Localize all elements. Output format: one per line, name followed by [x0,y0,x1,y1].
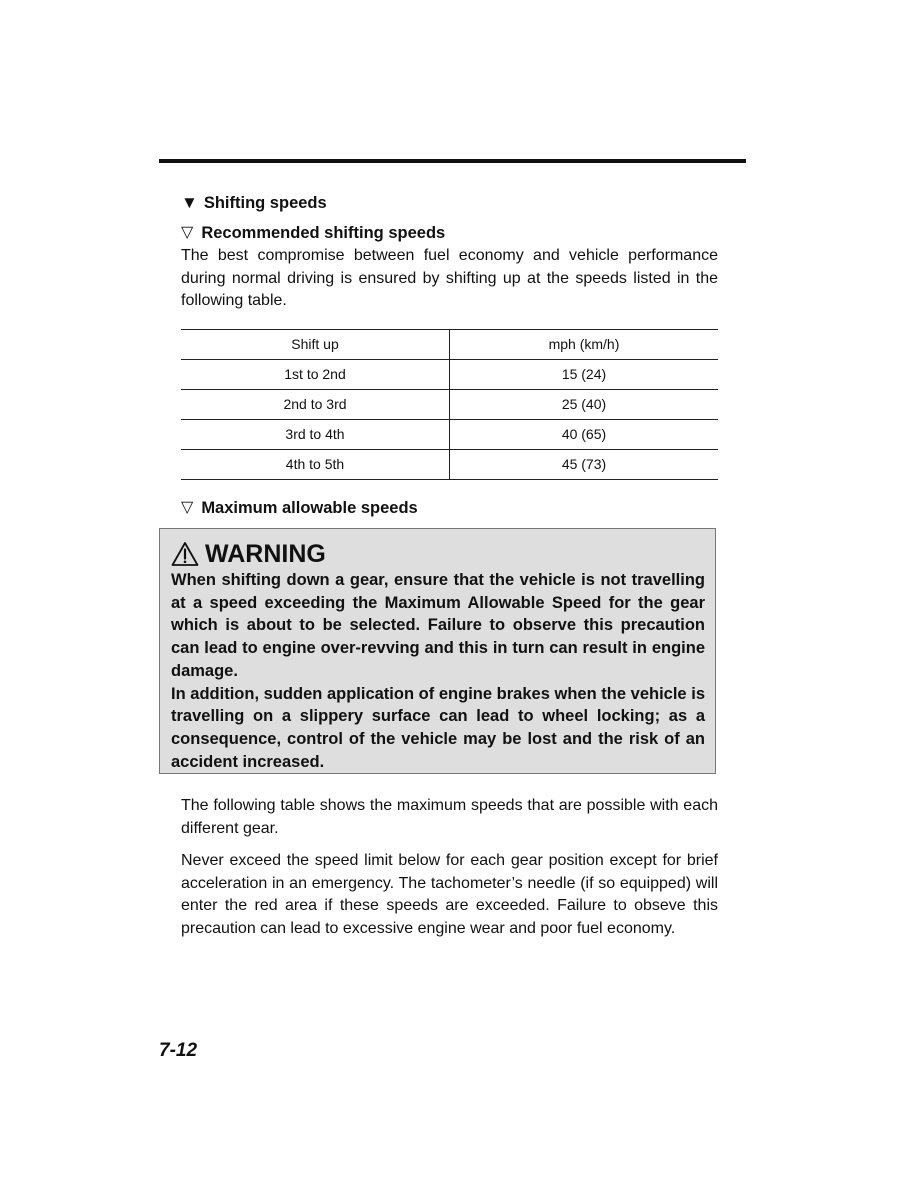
page-number: 7-12 [159,1040,198,1061]
body-paragraph-2: Never exceed the speed limit below for each gear position except for brief acceleration in an emergency. The tachometer’s needle (if so equipped) will enter the red area if these speeds are exceeded. Failure to obseve this precaution can lead to excessive engine wear and poor fuel economy. [181,852,718,937]
table-cell-shift: 1st to 2nd [181,359,450,389]
table-row [181,419,718,449]
table-row [181,359,718,389]
section-title: Shifting speeds [203,194,327,212]
warning-box [159,528,716,774]
table-cell-shift: 4th to 5th [181,449,450,479]
lower-content [181,795,718,940]
warning-heading [171,539,705,569]
outline-triangle-icon: ▽ [181,498,194,516]
recommended-heading [181,222,718,244]
table-row [181,449,718,479]
recommended-title: Recommended shifting speeds [201,224,446,242]
top-rule [159,159,746,163]
upper-content [181,192,718,519]
table-cell-speed: 25 (40) [450,389,719,419]
table-cell-shift: 3rd to 4th [181,419,450,449]
maximum-title: Maximum allowable speeds [201,498,418,517]
shift-speed-table [181,329,718,480]
section-heading [181,192,718,214]
recommended-text: The best compromise between fuel economy and vehicle performance during normal driving is ensured by shifting up at the speeds listed in the following table. [181,247,718,309]
table-cell-speed: 40 (65) [450,419,719,449]
filled-triangle-icon: ▼ [181,193,198,212]
table-header-speed: mph (km/h) [450,329,719,359]
outline-triangle-icon: ▽ [181,224,194,241]
table-row [181,389,718,419]
warning-text-2: In addition, sudden application of engine brakes when the vehicle is travelling on a slippery surface can lead to wheel locking; as a consequence, control of the vehicle may be lost and the risk of an accident increased. [171,684,705,771]
table-header-row [181,329,718,359]
table-cell-shift: 2nd to 3rd [181,389,450,419]
table-header-shift: Shift up [181,329,450,359]
maximum-heading [181,497,718,519]
warning-title: WARNING [205,540,326,568]
body-paragraph-1: The following table shows the maximum speeds that are possible with each different gear. [181,797,718,837]
table-cell-speed: 15 (24) [450,359,719,389]
warning-text-1: When shifting down a gear, ensure that the vehicle is not travelling at a speed exceeding the Maximum Allowable Speed for the gear which is about to be selected. Failure to observe this precaution can lead to engine over-revving and this in turn can result in engine damage. [171,571,705,680]
table-cell-speed: 45 (73) [450,449,719,479]
warning-triangle-icon [171,541,199,567]
